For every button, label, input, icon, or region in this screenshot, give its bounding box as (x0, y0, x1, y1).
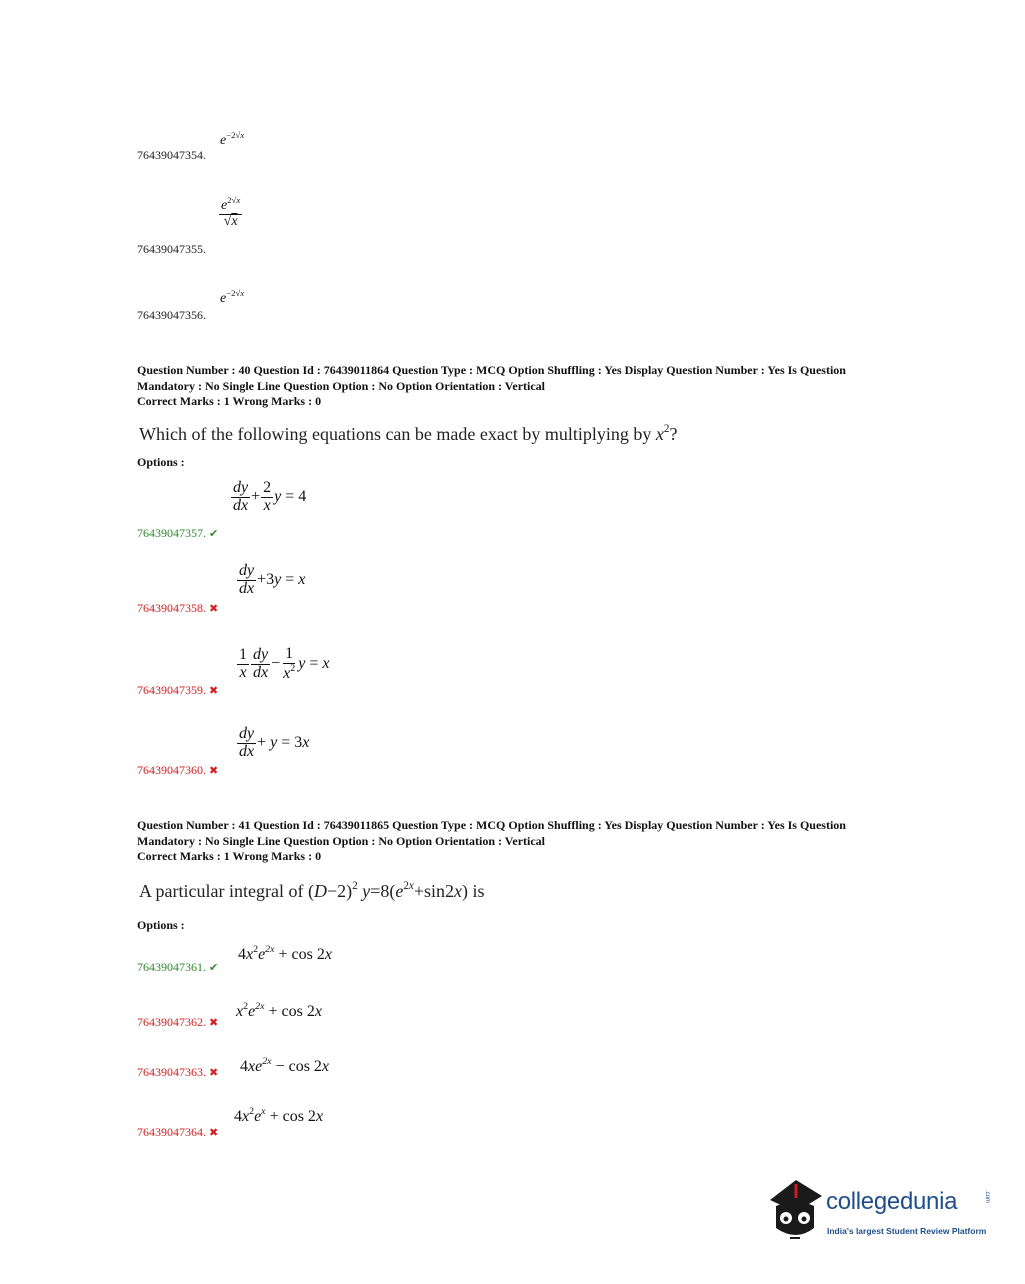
option-id: 76439047355. (137, 242, 206, 256)
option-id: 76439047364. (137, 1125, 206, 1139)
option-row-wrong (137, 601, 218, 616)
option-expression: $\frac{dy}{dx}$ +3y = x (239, 562, 306, 597)
option-id: 76439047358. (137, 601, 206, 615)
option-expression: $\frac{1}{x}$ $\frac{dy}{dx}$ − $\frac{1}{x^2}$ y = x (239, 645, 330, 682)
option-row-wrong (137, 1015, 218, 1030)
option-id: 76439047361. (137, 960, 206, 974)
wrong-cross-icon: ✖ (209, 1067, 219, 1079)
option-row-wrong (137, 1065, 218, 1080)
wrong-cross-icon: ✖ (209, 603, 219, 615)
option-id: 76439047363. (137, 1065, 206, 1079)
option-row-correct (137, 526, 218, 541)
options-label: Options : (137, 918, 185, 932)
option-id: 76439047354. (137, 148, 206, 162)
option-row-wrong (137, 683, 218, 698)
question-41-equation: $(D-2)^2$ $y=8(e^{2x}+\sin 2x)$ (307, 880, 469, 901)
question-40-text: Which of the following equations can be made exact by multiplying by $x^2$? (139, 423, 678, 444)
option-expression: $4xe^{2x} - \cos 2x$ (240, 1056, 330, 1075)
wrong-cross-icon: ✖ (209, 1127, 219, 1139)
wrong-cross-icon: ✖ (209, 765, 219, 777)
question-41-meta: Question Number : 41 Question Id : 76439011865 Question Type : MCQ Option Shuffling : Yes Display Question Number : Yes Is Question Mandatory : No Single Line Question Option : No Option Orientation : Vertical Correct Marks : 1 Wrong Marks : 0 (137, 818, 846, 863)
wrong-cross-icon: ✖ (209, 685, 219, 697)
option-row-correct (137, 960, 218, 975)
collegedunia-logo (766, 1176, 996, 1248)
option-expression: $4x^2e^x + \cos 2x$ (234, 1106, 324, 1125)
option-expression: $e^{-2√x}$ (220, 288, 245, 307)
correct-check-icon: ✔ (209, 962, 219, 974)
graduate-mascot-icon (766, 1176, 824, 1246)
options-label: Options : (137, 455, 185, 469)
logo-com: .com (984, 1190, 990, 1204)
option-expression: $\frac{dy}{dx}$ + y = 3x (239, 725, 310, 760)
logo-tagline: India's largest Student Review Platform (827, 1226, 987, 1236)
option-expression: $\frac{e^{2√x}}{√x}$ (221, 195, 241, 229)
option-id: 76439047360. (137, 763, 206, 777)
option-expression: $e^{-2√x}$ (220, 130, 245, 149)
option-expression: $\frac{dy}{dx}$ + $\frac{2}{x}$ y = 4 (233, 479, 307, 514)
question-41-text: A particular integral of $(D-2)^2$ $y=8(e^{2x}+\sin 2x)$ is (139, 880, 485, 901)
option-id: 76439047357. (137, 526, 206, 540)
correct-check-icon: ✔ (209, 528, 219, 540)
option-row-wrong (137, 1125, 218, 1140)
option-expression: $x^2e^{2x} + \cos 2x$ (236, 1001, 322, 1020)
option-row-wrong (137, 763, 218, 778)
question-40-meta: Question Number : 40 Question Id : 76439011864 Question Type : MCQ Option Shuffling : Yes Display Question Number : Yes Is Question Mandatory : No Single Line Question Option : No Option Orientation : Vertical Correct Marks : 1 Wrong Marks : 0 (137, 363, 846, 408)
option-id: 76439047362. (137, 1015, 206, 1029)
option-expression: $4x^2e^{2x} + \cos 2x$ (238, 944, 332, 963)
option-id: 76439047356. (137, 308, 206, 322)
logo-name: collegedunia (826, 1188, 958, 1215)
wrong-cross-icon: ✖ (209, 1017, 219, 1029)
option-id: 76439047359. (137, 683, 206, 697)
